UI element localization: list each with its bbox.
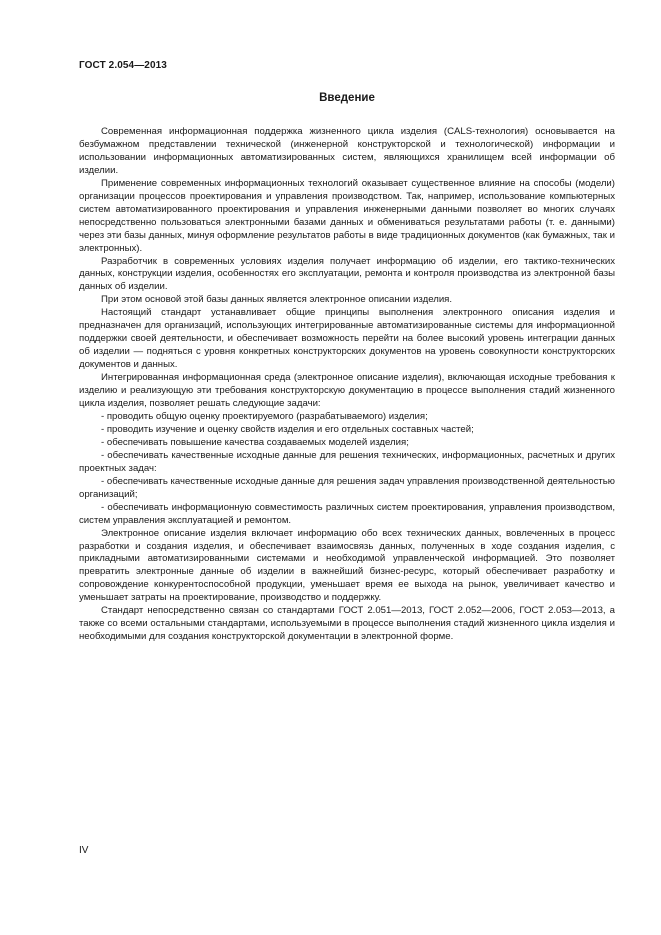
paragraph: Применение современных информационных технологий оказывает существенное влияние на способы (модели) организации процессов проектирования и управления производством. Так, например, использование компьютерных систем автоматизированного проектирования и управления инженерными данными позволяет во многих случаях непосредственно пользоваться электронными базами данных и обмениваться результатами работы (т. е. данными) через эти базы данных, минуя оформление результатов работы в виде традиционных документов (как бумажных, так и электронных). [79,177,615,254]
paragraph: При этом основой этой базы данных является электронное описании изделия. [101,294,453,306]
paragraph: Интегрированная информационная среда (электронное описание изделия), включающая исходные требования к изделию и реализующую эти требования конструкторскую документацию в процессе выполнения стадий жизненного цикла изделия, позволяет решать следующие задачи: [79,372,615,410]
list-item: - обеспечивать качественные исходные данные для решения задач управления производственной деятельностью организаций; [79,475,615,500]
list-item: - обеспечивать повышение качества создаваемых моделей изделия; [101,436,409,448]
paragraph: Стандарт непосредственно связан со стандартами ГОСТ 2.051—2013, ГОСТ 2.052—2006, ГОСТ 2.053—2013, а также со всеми остальными стандартами, используемыми в процессе выполнения стадий жизненного цикла изделия и необходимыми для создания конструкторской документации в электронной форме. [79,605,615,643]
section-title: Введение [319,92,375,104]
list-item: - проводить общую оценку проектируемого (разрабатываемого) изделия; [101,410,428,422]
paragraph: Разработчик в современных условиях изделия получает информацию об изделии, его тактико-технических данных, конструкции изделия, особенностях его эксплуатации, ремонта и контроля производства из электронной базы данных об изделии. [79,255,615,293]
document-header: ГОСТ 2.054—2013 [79,60,167,71]
paragraph: Настоящий стандарт устанавливает общие принципы выполнения электронного описания изделия и предназначен для организаций, использующих интегрированные автоматизированные системы для информационной поддержки своей деятельности, и обеспечивает возможность перейти на более высокий уровень интеграции данных об изделии — подняться с уровня конкретных конструкторских документов на уровень совокупности конструкторских документов и данных. [79,307,615,371]
paragraph: Современная информационная поддержка жизненного цикла изделия (CALS-технология) основывается на безбумажном представлении технической (инженерной конструкторской и технологической) информации и использовании информационных автоматизированных систем, являющихся хранилищем всей информации об изделии. [79,126,615,176]
list-item: - обеспечивать качественные исходные данные для решения технических, информационных, расчетных и других проектных задач: [79,449,615,474]
body-text [79,126,615,644]
list-item: - обеспечивать информационную совместимость различных систем проектирования, управления производством, систем управления эксплуатацией и ремонтом. [79,501,615,526]
page-number: IV [79,845,89,856]
list-item: - проводить изучение и оценку свойств изделия и его отдельных составных частей; [101,423,474,435]
paragraph: Электронное описание изделия включает информацию обо всех технических данных, вовлеченных в процесс разработки и создания изделия, и обеспечивает взаимосвязь данных, полученных в ходе создания изделия, с прикладными автоматизированными системами и необходимой управленческой информацией. Это позволяет превратить электронные данные об изделии в важнейший бизнес-ресурс, который обеспечивает разработку и сопровождение конкурентоспособной продукции, уменьшает время ее выхода на рынок, увеличивает качество и уменьшает затраты на проектирование, производство и поддержку. [79,527,615,604]
